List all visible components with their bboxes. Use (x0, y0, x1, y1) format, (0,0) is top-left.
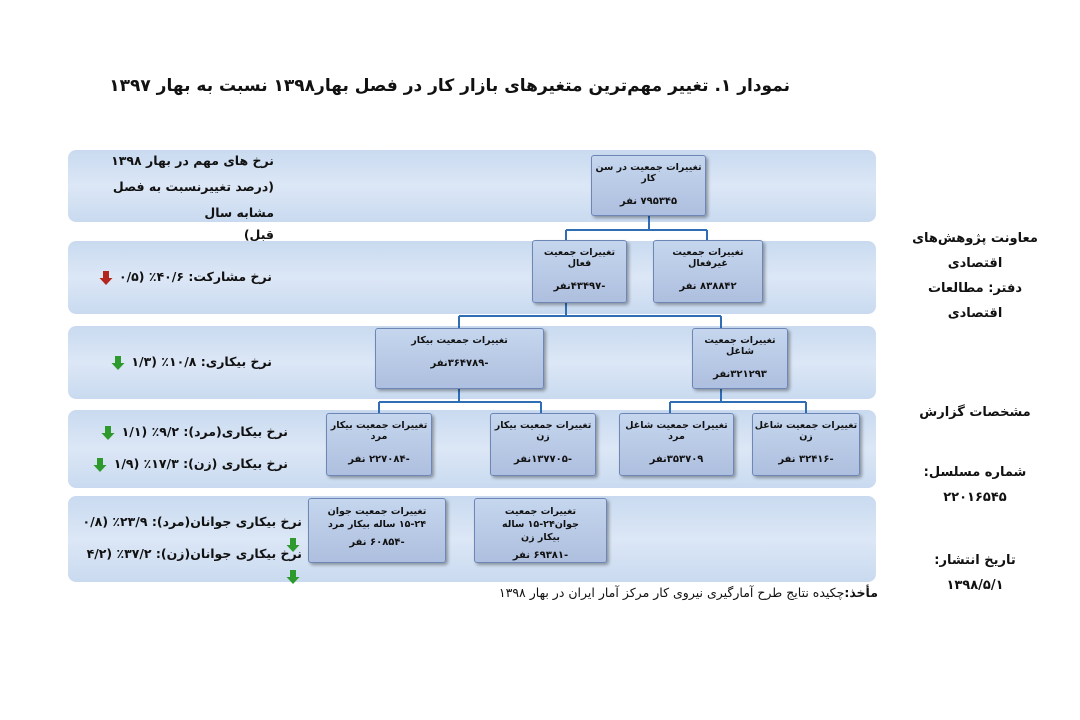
node-label: تغییرات جمعیت فعال (543, 247, 616, 269)
node-value: -۳۲۴۱۶ نفر (778, 454, 834, 465)
node-inactive (653, 240, 763, 303)
node-label: تغییرات جمعیت غیرفعال (672, 247, 744, 269)
department-line4: اقتصادی (947, 306, 1003, 321)
serial-label: شماره مسلسل: (923, 465, 1027, 480)
node-label: تغییرات جمعیت بیکار مرد (330, 420, 428, 442)
publish-date (900, 548, 1050, 598)
source-text: چکیده نتایج طرح آمارگیری نیروی کار مرکز آمار ایران در بهار ۱۳۹۸ (498, 585, 845, 600)
department-info (900, 226, 1050, 326)
unemployment-rate-female-change: (۱/۹ (113, 456, 140, 471)
rates-header-line2: (درصد تغییرنسبت به فصل مشابه سال (112, 179, 274, 220)
unemployment-rate-change: (۱/۳ (131, 354, 157, 369)
node-label: تغییرات جمعیت شاغل مرد (625, 420, 728, 442)
node-label: تغییرات جمعیت جوان۲۴-۱۵ ساله بیکار زن (502, 506, 579, 543)
node-label: تغییرات جمعیت بیکار (411, 335, 508, 346)
node-value: -۳۶۴۷۸۹نفر (430, 358, 489, 369)
chart-title: نمودار ۱. تغییر مهم‌ترین متغیرهای بازار کار در فصل بهار۱۳۹۸ نسبت به بهار ۱۳۹۷ (109, 76, 790, 96)
node-unemployed-male (326, 413, 432, 476)
node-value: ۳۲۱۲۹۳نفر (713, 369, 767, 380)
rates-header-line3: قبل) (243, 227, 274, 242)
youth-unemployment-rate-male-change: (۰/۸ (82, 514, 109, 529)
node-value: ۸۳۸۸۴۲ نفر (679, 281, 737, 292)
unemployment-rate-male-change: (۱/۱ (121, 424, 148, 439)
node-value: ۷۹۵۳۴۵ نفر (619, 196, 678, 207)
node-employed-female (752, 413, 860, 476)
node-employed (692, 328, 788, 389)
node-working-age (591, 155, 706, 216)
node-unemployed-female (490, 413, 596, 476)
source-label: مأخذ: (844, 585, 878, 600)
department-line3: دفتر: مطالعات (927, 281, 1023, 296)
node-label: تغییرات جمعیت در سن کار (595, 162, 702, 184)
node-value: -۴۳۴۹۷نفر (553, 281, 606, 292)
department-line1: معاونت پژوهش‌های (912, 231, 1038, 246)
node-youth-unemployed-female (474, 498, 607, 563)
node-unemployed (375, 328, 544, 389)
unemployment-rate-male-label: نرخ بیکاری(مرد): ۹/۲٪ (151, 424, 288, 439)
unemployment-rate-female-label: نرخ بیکاری (زن): ۱۷/۳٪ (143, 456, 288, 471)
node-value: ۳۵۳۷۰۹نفر (649, 454, 704, 465)
node-employed-male (619, 413, 734, 476)
node-active (532, 240, 627, 303)
serial-number (900, 460, 1050, 510)
node-label: تغییرات جمعیت بیکار زن (494, 420, 592, 442)
node-label: تغییرات جمعیت شاغل زن (754, 420, 858, 442)
node-label: تغییرات جمعیت شاغل (704, 335, 776, 357)
youth-unemployment-rate-female-label: نرخ بیکاری جوانان(زن): ۳۷/۲٪ (116, 546, 302, 561)
youth-unemployment-rate-male-label: نرخ بیکاری جوانان(مرد): ۲۳/۹٪ (112, 514, 302, 529)
node-label: تغییرات جمعیت جوان ۲۴-۱۵ ساله بیکار مرد (327, 506, 427, 530)
source-note (380, 585, 878, 600)
publish-date-value: ۱۳۹۸/۵/۱ (946, 578, 1004, 593)
node-value: -۶۹۳۸۱ نفر (512, 550, 569, 561)
node-value: -۶۰۸۵۴ نفر (349, 537, 405, 548)
unemployment-rate-label: نرخ بیکاری: ۱۰/۸٪ (161, 354, 272, 369)
rates-header-line1: نرخ های مهم در بهار ۱۳۹۸ (111, 153, 274, 168)
participation-rate-label: نرخ مشارکت: ۴۰/۶٪ (148, 269, 272, 284)
publish-date-label: تاریخ انتشار: (934, 553, 1016, 568)
participation-rate-change: (۰/۵ (118, 269, 145, 284)
node-value: -۲۲۷۰۸۴ نفر (348, 454, 410, 465)
report-heading: مشخصات گزارش (919, 405, 1031, 420)
node-youth-unemployed-male (308, 498, 446, 563)
node-value: -۱۳۷۷۰۵نفر (514, 454, 572, 465)
youth-unemployment-rate-female-change: (۴/۲ (86, 546, 113, 561)
department-line2: اقتصادی (947, 256, 1003, 271)
serial-value: ۲۲۰۱۶۵۴۵ (943, 490, 1007, 505)
